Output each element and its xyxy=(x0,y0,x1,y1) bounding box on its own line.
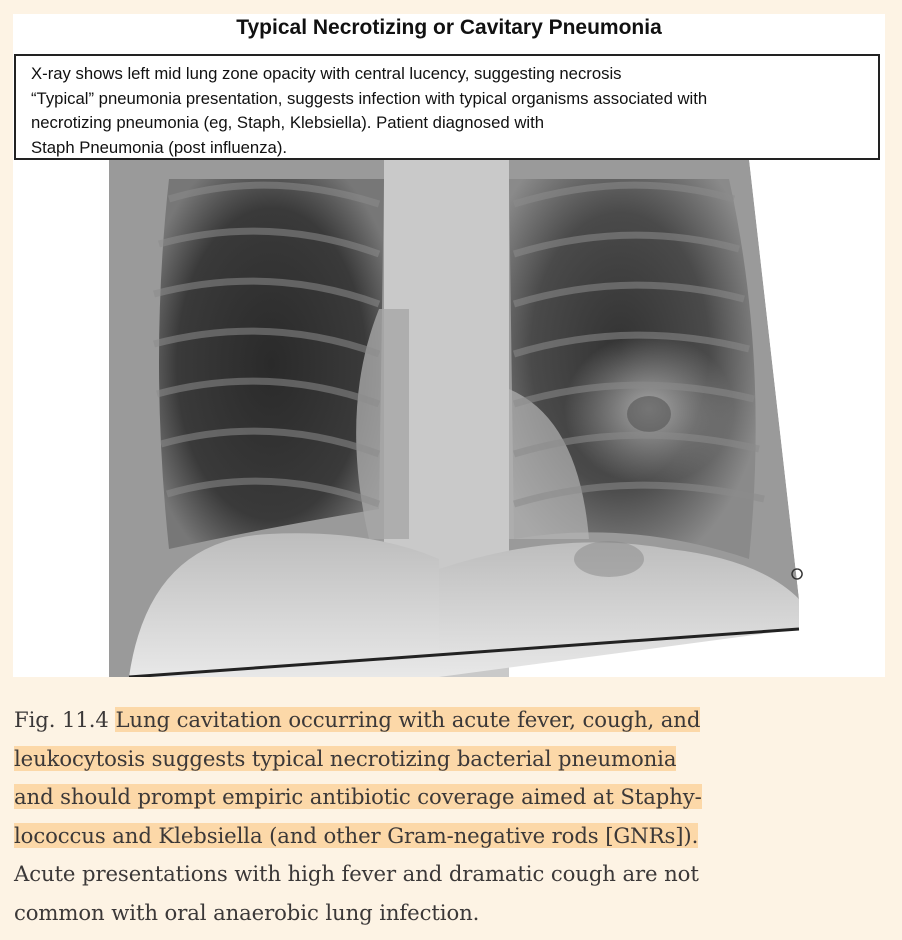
highlighted-text[interactable]: Lung cavitation occurring with acute fever, cough, and xyxy=(115,707,701,732)
caption-line-4 xyxy=(14,817,894,856)
highlighted-text[interactable]: and should prompt empiric antibiotic coverage aimed at Staphy- xyxy=(14,784,702,809)
caption-line-2 xyxy=(14,740,894,779)
highlighted-text[interactable]: leukocytosis suggests typical necrotizing bacterial pneumonia xyxy=(14,745,677,771)
figure-title: Typical Necrotizing or Cavitary Pneumonia xyxy=(236,16,662,39)
caption-line-3 xyxy=(14,778,894,817)
caption-line-5: Acute presentations with high fever and dramatic cough are not xyxy=(14,861,699,886)
caption-line-6: common with oral anaerobic lung infection. xyxy=(14,899,480,925)
note-line-4: Staph Pneumonia (post influenza). xyxy=(31,137,288,157)
note-line-3: necrotizing pneumonia (eg, Staph, Klebsiella). Patient diagnosed with xyxy=(31,113,544,132)
figure-caption xyxy=(14,701,894,932)
highlighted-text[interactable]: lococcus and Klebsiella (and other Gram-negative rods [GNRs]). xyxy=(14,822,699,848)
note-line-2: “Typical” pneumonia presentation, suggests infection with typical organisms associated with xyxy=(31,88,708,108)
chest-xray-image xyxy=(109,159,809,677)
note-line-1: X-ray shows left mid lung zone opacity with central lucency, suggesting necrosis xyxy=(31,64,622,83)
figure-panel xyxy=(13,14,885,677)
caption-line-1 xyxy=(14,701,894,740)
figure-label: Fig. 11.4 xyxy=(14,707,109,732)
findings-note-box xyxy=(14,54,880,160)
